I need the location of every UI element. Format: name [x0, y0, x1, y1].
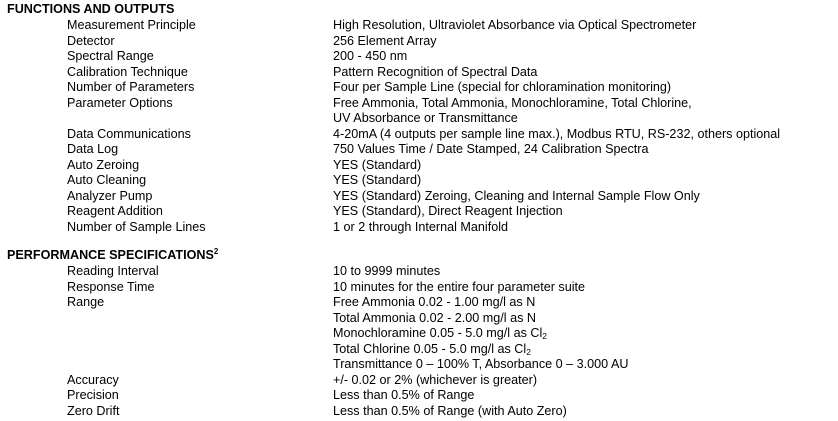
functions-title-text: FUNCTIONS AND OUTPUTS [7, 2, 175, 16]
spec-value-line: Total Ammonia 0.02 - 2.00 mg/l as N [333, 310, 536, 325]
spec-label: Range [67, 295, 105, 309]
spec-label: Data Communications [67, 126, 191, 141]
spec-value [333, 173, 421, 189]
spec-value-line: Free Ammonia 0.02 - 1.00 mg/l as N [333, 295, 536, 309]
spec-value [333, 373, 537, 389]
spec-value-line: Less than 0.5% of Range (with Auto Zero) [333, 403, 567, 418]
spec-label: Detector [67, 33, 115, 48]
spec-label: Response Time [67, 279, 155, 294]
spec-value [333, 295, 628, 373]
spec-value-line: Less than 0.5% of Range [333, 388, 475, 402]
spec-value-line: 256 Element Array [333, 33, 437, 48]
spec-value-line: YES (Standard) [333, 173, 422, 187]
footnote-marker: 2 [213, 247, 219, 256]
spec-value-line: Total Chlorine 0.05 - 5.0 mg/l as $Cl_2$ [333, 341, 531, 357]
spec-value-line: Free Ammonia, Total Ammonia, Monochloramine, Total Chlorine, [333, 95, 692, 110]
spec-label: Parameter Options [67, 95, 173, 110]
spec-value [333, 264, 440, 280]
spec-value-line: YES (Standard), Direct Reagent Injection [333, 204, 563, 218]
spec-label: Number of Parameters [67, 80, 195, 94]
spec-label: Auto Cleaning [67, 173, 147, 187]
spec-label: Auto Zeroing [67, 157, 140, 172]
spec-value [333, 127, 780, 143]
spec-value [333, 204, 563, 220]
spec-value-line: YES (Standard) [333, 157, 422, 172]
spec-value-line: UV Absorbance or Transmittance [333, 111, 518, 125]
spec-value [333, 404, 567, 420]
spec-value-line: 10 to 9999 minutes [333, 264, 441, 278]
spec-value-line: Pattern Recognition of Spectral Data [333, 64, 538, 79]
performance-title-text: PERFORMANCE SPECIFICATIONS [7, 248, 214, 262]
spec-value-line: 750 Values Time / Date Stamped, 24 Calibration Spectra [333, 142, 649, 156]
spec-label: Analyzer Pump [67, 188, 153, 203]
spec-label: Calibration Technique [67, 64, 188, 79]
functions-section-title [7, 2, 174, 18]
spec-value [333, 142, 648, 158]
spec-value [333, 189, 700, 205]
spec-value [333, 280, 585, 296]
spec-label: Precision [67, 388, 119, 402]
spec-label: Measurement Principle [67, 18, 196, 32]
spec-value [333, 96, 692, 127]
spec-value [333, 34, 437, 50]
spec-value-line: High Resolution, Ultraviolet Absorbance via Optical Spectrometer [333, 18, 697, 32]
spec-value-line: Transmittance 0 – 100% T, Absorbance 0 – 3.000 AU [333, 357, 629, 371]
spec-value-line: 10 minutes for the entire four parameter suite [333, 279, 586, 294]
spec-label: Spectral Range [67, 49, 154, 63]
spec-value [333, 18, 696, 34]
spec-value-line: Monochloramine 0.05 - 5.0 mg/l as $Cl_2$ [333, 326, 548, 341]
spec-label: Accuracy [67, 372, 119, 387]
spec-label: Data Log [67, 142, 119, 156]
spec-value-line: Four per Sample Line (special for chloramination monitoring) [333, 80, 672, 94]
spec-value-line: +/- 0.02 or 2% (whichever is greater) [333, 372, 538, 387]
spec-value [333, 49, 407, 65]
spec-value-line: 1 or 2 through Internal Manifold [333, 219, 509, 234]
performance-section-title [7, 248, 218, 264]
spec-value [333, 80, 671, 96]
subscript: 2 [526, 346, 531, 357]
spec-value [333, 158, 421, 174]
spec-value-line: 200 - 450 nm [333, 49, 408, 63]
spec-label: Reagent Addition [67, 204, 163, 218]
subscript: 2 [542, 331, 548, 341]
spec-value [333, 220, 508, 236]
spec-value [333, 65, 537, 81]
spec-label: Zero Drift [67, 403, 120, 418]
spec-label: Reading Interval [67, 264, 159, 278]
spec-value [333, 388, 474, 404]
spec-label: Number of Sample Lines [67, 219, 206, 234]
spec-value-line: 4-20mA (4 outputs per sample line max.), Modbus RTU, RS-232, others optional [333, 126, 781, 141]
spec-value-line: YES (Standard) Zeroing, Cleaning and Internal Sample Flow Only [333, 188, 700, 203]
